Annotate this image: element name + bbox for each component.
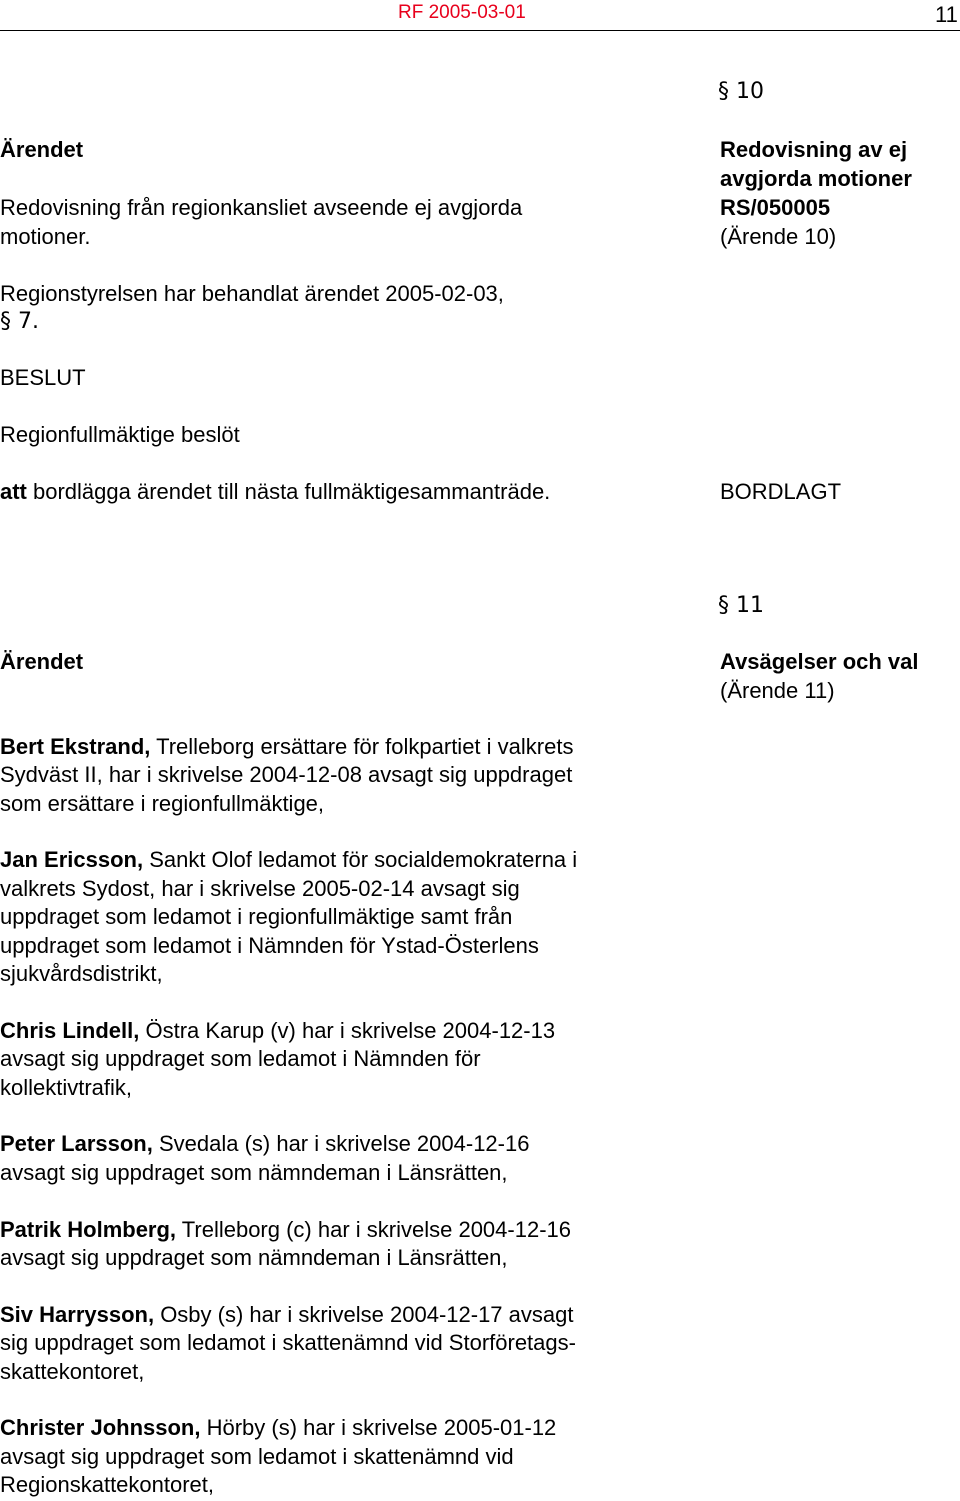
status-bordlagt: BORDLAGT [720, 479, 842, 504]
section-number-10: § 10 [718, 79, 764, 104]
arende-heading: Ärendet [0, 137, 84, 162]
decision-text [0, 478, 550, 507]
page-number: 11 [935, 2, 958, 27]
entry-line: Regionskattekontoret, [0, 1472, 215, 1497]
person-name: Chris Lindell, [0, 1018, 140, 1043]
decision-att: att [0, 479, 27, 504]
section-number-11: § 11 [718, 593, 764, 618]
decision-body: bordlägga ärendet till nästa fullmäktigesammanträde. [26, 479, 551, 504]
entry-line: avsagt sig uppdraget som nämndeman i Länsrätten, [0, 1160, 508, 1185]
handled-text-line2: § 7. [0, 309, 39, 334]
person-name: Bert Ekstrand, [0, 734, 151, 759]
person-name: Peter Larsson, [0, 1131, 153, 1156]
page-header [0, 0, 960, 31]
entry-line: Chris Lindell, Östra Karup (v) har i skrivelse 2004-12-13 [0, 1018, 556, 1043]
entry-line: som ersättare i regionfullmäktige, [0, 791, 325, 816]
entry-line: avsagt sig uppdraget som ledamot i skattenämnd vid [0, 1444, 514, 1469]
section-title-11: Avsägelser och val [720, 649, 919, 674]
person-name: Patrik Holmberg, [0, 1217, 177, 1242]
document-reference: RF 2005-03-01 [398, 2, 526, 23]
beslut-heading: BESLUT [0, 365, 86, 390]
decided-heading: Regionfullmäktige beslöt [0, 422, 240, 447]
entry-line: Siv Harrysson, Osby (s) har i skrivelse 2004-12-17 avsagt [0, 1302, 574, 1327]
arende-text-line1: Redovisning från regionkansliet avseende ej avgjorda [0, 195, 523, 220]
entry-line: kollektivtrafik, [0, 1075, 133, 1100]
entry-line: avsagt sig uppdraget som ledamot i Nämnden för [0, 1046, 481, 1071]
arende-heading-11: Ärendet [0, 649, 84, 674]
entry-line: skattekontoret, [0, 1359, 145, 1384]
person-name: Jan Ericsson, [0, 847, 144, 872]
entry-line: valkrets Sydost, har i skrivelse 2005-02-14 avsagt sig [0, 876, 520, 901]
entry-line: Christer Johnsson, Hörby (s) har i skrivelse 2005-01-12 [0, 1415, 557, 1440]
handled-text-line1: Regionstyrelsen har behandlat ärendet 2005-02-03, [0, 281, 504, 306]
entry-line: avsagt sig uppdraget som nämndeman i Länsrätten, [0, 1245, 508, 1270]
entry-line: sig uppdraget som ledamot i skattenämnd vid Storföretags- [0, 1330, 576, 1355]
entry-line: Jan Ericsson, Sankt Olof ledamot för socialdemokraterna i [0, 847, 578, 872]
arende-text-line2: motioner. [0, 224, 91, 249]
entry-line: Bert Ekstrand, Trelleborg ersättare för folkpartiet i valkrets [0, 734, 574, 759]
entry-line: sjukvårdsdistrikt, [0, 961, 163, 986]
section-title-line2: avgjorda motioner [720, 166, 912, 191]
person-name: Christer Johnsson, [0, 1415, 201, 1440]
item-reference: (Ärende 10) [720, 224, 837, 249]
entry-line: Patrik Holmberg, Trelleborg (c) har i skrivelse 2004-12-16 [0, 1217, 571, 1242]
case-id: RS/050005 [720, 195, 831, 220]
section-title-line1: Redovisning av ej [720, 137, 908, 162]
person-name: Siv Harrysson, [0, 1302, 155, 1327]
item-reference-11: (Ärende 11) [720, 678, 835, 703]
entry-line: uppdraget som ledamot i regionfullmäktige samt från [0, 904, 513, 929]
entry-line: Peter Larsson, Svedala (s) har i skrivelse 2004-12-16 [0, 1131, 530, 1156]
entry-line: uppdraget som ledamot i Nämnden för Ystad-Österlens [0, 933, 539, 958]
entry-line: Sydväst II, har i skrivelse 2004-12-08 avsagt sig uppdraget [0, 762, 573, 787]
